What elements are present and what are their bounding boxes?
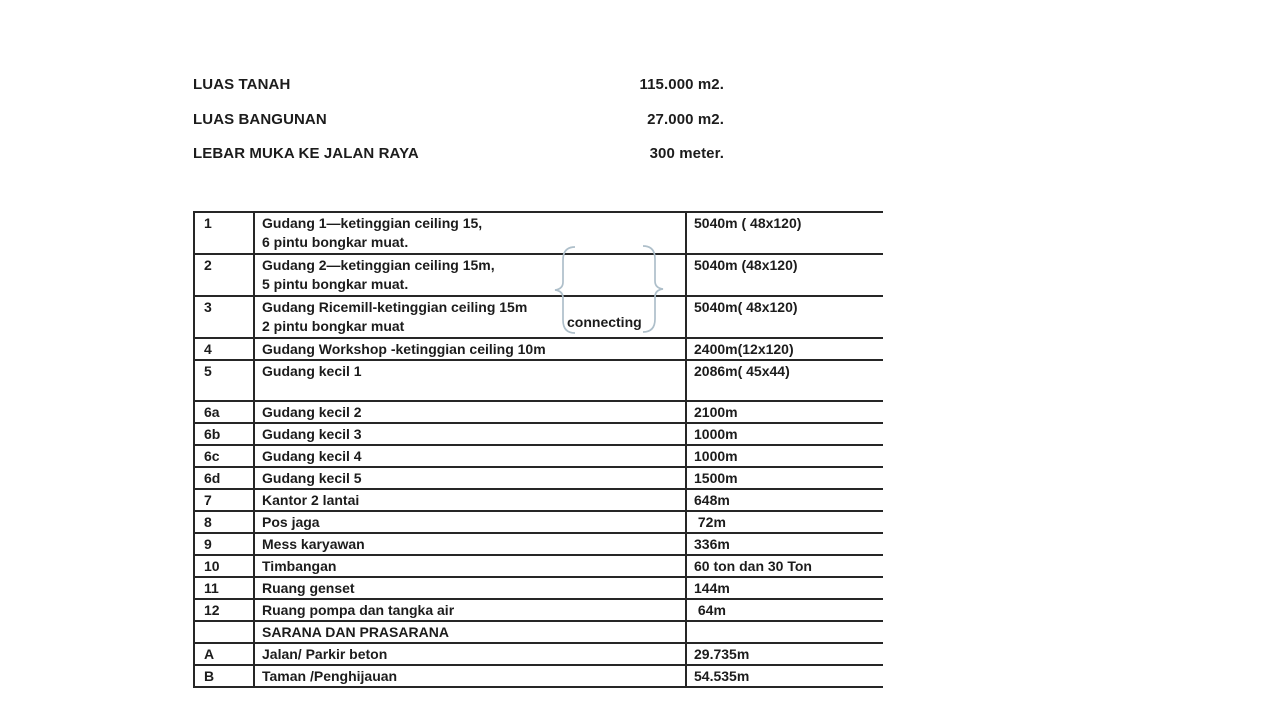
table-row xyxy=(195,468,883,490)
row-description: Jalan/ Parkir beton xyxy=(255,644,687,664)
desc-line: 2 pintu bongkar muat xyxy=(262,318,405,334)
table-row xyxy=(195,361,883,402)
row-number: A xyxy=(195,644,255,664)
table-row xyxy=(195,446,883,468)
field-label: LUAS BANGUNAN xyxy=(193,110,327,128)
header-fields xyxy=(193,76,753,180)
table-row xyxy=(195,556,883,578)
desc-line: Gudang Ricemill-ketinggian ceiling 15m xyxy=(262,299,528,315)
row-size: 144m xyxy=(694,580,730,596)
table-row xyxy=(195,512,883,534)
row-size: 29.735m xyxy=(694,646,750,662)
row-number: 2 xyxy=(195,255,255,295)
desc-line: 5 pintu bongkar muat. xyxy=(262,276,409,292)
row-size: 1500m xyxy=(694,470,738,486)
row-size: 1000m xyxy=(694,448,738,464)
desc-line: 6 pintu bongkar muat. xyxy=(262,234,409,250)
field-label: LEBAR MUKA KE JALAN RAYA xyxy=(193,145,419,162)
row-number: 7 xyxy=(195,490,255,510)
row-description: Gudang Workshop -ketinggian ceiling 10m xyxy=(255,339,687,359)
row-description: Ruang pompa dan tangka air xyxy=(255,600,687,620)
row-size xyxy=(687,622,883,642)
row-description: Gudang kecil 4 xyxy=(255,446,687,466)
desc-line: Gudang 1—ketinggian ceiling 15, xyxy=(262,215,483,231)
table-row xyxy=(195,490,883,512)
row-size: 64m xyxy=(694,602,726,618)
row-number: 6a xyxy=(195,402,255,422)
row-number: 10 xyxy=(195,556,255,576)
row-size: 648m xyxy=(694,492,730,508)
row-number xyxy=(195,622,255,642)
table-row xyxy=(195,255,883,297)
row-number: 4 xyxy=(195,339,255,359)
row-description: Gudang kecil 1 xyxy=(255,361,687,400)
row-number: 12 xyxy=(195,600,255,620)
row-number: 8 xyxy=(195,512,255,532)
row-size: 54.535m xyxy=(694,668,750,684)
row-number: 6b xyxy=(195,424,255,444)
table-row xyxy=(195,213,883,255)
table-row-section-header xyxy=(195,622,883,644)
row-size: 5040m (48x120) xyxy=(694,257,798,273)
row-size: 60 ton dan 30 Ton xyxy=(694,558,812,574)
table-row xyxy=(195,339,883,361)
row-description: Ruang genset xyxy=(255,578,687,598)
row-size: 1000m xyxy=(694,426,738,442)
table-row xyxy=(195,534,883,556)
row-description: Taman /Penghijauan xyxy=(255,666,687,686)
row-number: B xyxy=(195,666,255,686)
row-number: 9 xyxy=(195,534,255,554)
row-size: 72m xyxy=(694,514,726,530)
row-description: Gudang kecil 5 xyxy=(255,468,687,488)
row-description: Timbangan xyxy=(255,556,687,576)
connecting-brace-right xyxy=(643,246,663,332)
row-number: 1 xyxy=(195,213,255,253)
row-description: Mess karyawan xyxy=(255,534,687,554)
row-description: Kantor 2 lantai xyxy=(255,490,687,510)
row-size: 5040m( 48x120) xyxy=(694,299,798,315)
table-row xyxy=(195,402,883,424)
table-row xyxy=(195,578,883,600)
facilities-table xyxy=(193,211,883,688)
field-label: LUAS TANAH xyxy=(193,76,291,93)
field-value: 27.000 m2. xyxy=(647,110,724,128)
section-title: SARANA DAN PRASARANA xyxy=(255,622,687,642)
connecting-label: connecting xyxy=(567,314,642,330)
row-number: 5 xyxy=(195,361,255,400)
row-description: Gudang kecil 2 xyxy=(255,402,687,422)
table-row xyxy=(195,600,883,622)
row-size: 2400m(12x120) xyxy=(694,341,794,357)
field-lebar-muka xyxy=(193,145,753,180)
row-number: 11 xyxy=(195,578,255,598)
field-luas-bangunan xyxy=(193,111,753,146)
field-value: 115.000 m2. xyxy=(639,76,724,93)
table-row xyxy=(195,666,883,688)
row-size: 5040m ( 48x120) xyxy=(694,215,802,231)
field-luas-tanah xyxy=(193,76,753,111)
row-description: Gudang kecil 3 xyxy=(255,424,687,444)
row-number: 6d xyxy=(195,468,255,488)
row-size: 2086m( 45x44) xyxy=(694,363,790,379)
row-size: 2100m xyxy=(694,404,738,420)
row-description: Pos jaga xyxy=(255,512,687,532)
row-number: 6c xyxy=(195,446,255,466)
row-number: 3 xyxy=(195,297,255,337)
row-size: 336m xyxy=(694,536,730,552)
field-value: 300 meter. xyxy=(649,145,724,162)
table-row xyxy=(195,424,883,446)
desc-line: Gudang 2—ketinggian ceiling 15m, xyxy=(262,257,495,273)
table-row xyxy=(195,297,883,339)
table-row xyxy=(195,644,883,666)
